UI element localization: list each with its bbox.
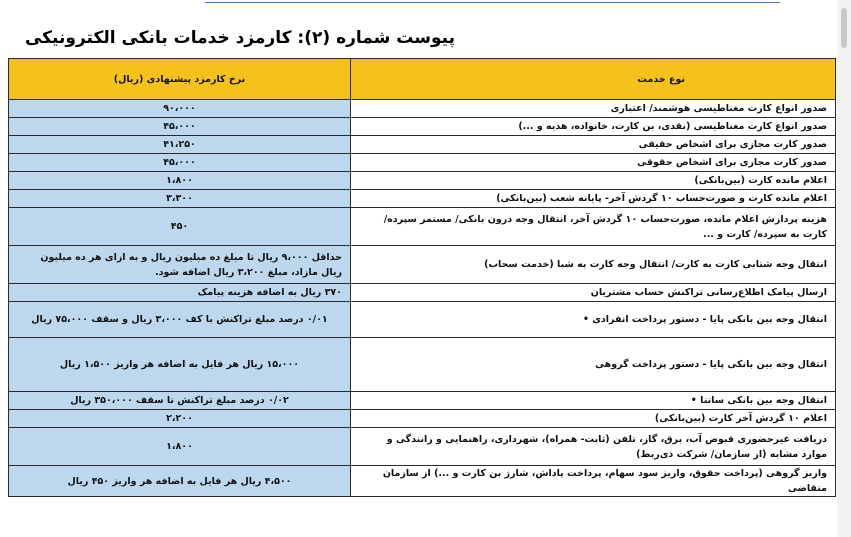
table-row <box>9 190 836 208</box>
fee-cell: حداقل ۹،۰۰۰ ریال تا مبلغ ده میلیون ریال و به ازای هر ده میلیون ریال مازاد، مبلغ ۳،۲۰۰ ریال اضافه شود. <box>9 246 351 284</box>
table-row <box>9 410 836 428</box>
vertical-scrollbar[interactable] <box>837 0 851 537</box>
table-row <box>9 284 836 302</box>
table-row <box>9 428 836 466</box>
table-row <box>9 338 836 392</box>
table-row <box>9 172 836 190</box>
table-row <box>9 466 836 497</box>
service-cell: صدور کارت مجازی برای اشخاص حقیقی <box>351 136 836 154</box>
service-cell: انتقال وجه بین بانکی ساتنا • <box>351 392 836 410</box>
page-title: پیوست شماره (۲): کارمزد خدمات بانکی الکترونیکی <box>24 28 455 48</box>
service-cell: اعلام مانده کارت و صورت‌حساب ۱۰ گردش آخر- پایانه شعب (بین‌بانکی) <box>351 190 836 208</box>
service-cell: صدور انواع کارت مغناطیسی هوشمند/ اعتباری <box>351 100 836 118</box>
table-header-row <box>9 59 836 100</box>
table-row <box>9 246 836 284</box>
table-row <box>9 118 836 136</box>
header-service-type: نوع خدمت <box>351 59 836 100</box>
table-row <box>9 392 836 410</box>
top-divider-line <box>205 2 780 3</box>
fee-cell: ۰/۰۱ درصد مبلغ تراکنش با کف ۳،۰۰۰ ریال و سقف ۷۵،۰۰۰ ریال <box>9 302 351 338</box>
service-cell: انتقال وجه بین بانکی پایا - دستور پرداخت گروهی <box>351 338 836 392</box>
service-cell: دریافت غیرحضوری قبوض آب، برق، گاز، تلفن (ثابت- همراه)، شهرداری، راهنمایی و رانندگی و موارد مشابه (از سازمان/ شرکت ذی‌ربط) <box>351 428 836 466</box>
fee-table <box>8 58 836 497</box>
service-cell: اعلام ۱۰ گردش آخر کارت (بین‌بانکی) <box>351 410 836 428</box>
service-cell: اعلام مانده کارت (بین‌بانکی) <box>351 172 836 190</box>
service-cell: واریز گروهی (پرداخت حقوق، واریز سود سهام، پرداخت پاداش، شارژ بن کارت و ...) از سازمان متقاضی <box>351 466 836 497</box>
fee-cell: ۴۵،۰۰۰ <box>9 154 351 172</box>
fee-cell: ۱،۸۰۰ <box>9 428 351 466</box>
header-fee-rate: نرخ کارمزد پیشنهادی (ریال) <box>9 59 351 100</box>
service-cell: ارسال پیامک اطلاع‌رسانی تراکنش حساب مشتریان <box>351 284 836 302</box>
service-cell: انتقال وجه شتابی کارت به کارت/ انتقال وجه کارت به شبا (خدمت سحاب) <box>351 246 836 284</box>
fee-cell: ۴،۵۰۰ ریال هر فایل به اضافه هر واریز ۴۵۰ ریال <box>9 466 351 497</box>
service-cell: صدور انواع کارت مغناطیسی (نقدی، بن کارت، خانواده، هدیه و ...) <box>351 118 836 136</box>
table-row <box>9 208 836 246</box>
table-row <box>9 136 836 154</box>
fee-cell: ۱،۸۰۰ <box>9 172 351 190</box>
service-cell: انتقال وجه بین بانکی پایا - دستور پرداخت انفرادی • <box>351 302 836 338</box>
table-row <box>9 302 836 338</box>
scrollbar-thumb[interactable] <box>841 8 847 48</box>
table-row <box>9 154 836 172</box>
service-cell: هزینه پردازش اعلام مانده، صورت‌حساب ۱۰ گردش آخر، انتقال وجه درون بانکی/ مستمر سپرده/ کارت به سپرده/ کارت و ... <box>351 208 836 246</box>
fee-cell: ۲،۲۰۰ <box>9 410 351 428</box>
fee-cell: ۳۷۰ ریال به اضافه هزینه پیامک <box>9 284 351 302</box>
table-row <box>9 100 836 118</box>
service-cell: صدور کارت مجازی برای اشخاص حقوقی <box>351 154 836 172</box>
fee-cell: ۴۵۰ <box>9 208 351 246</box>
fee-cell: ۴۵،۰۰۰ <box>9 118 351 136</box>
fee-cell: ۳،۳۰۰ <box>9 190 351 208</box>
fee-cell: ۱۵،۰۰۰ ریال هر فایل به اضافه هر واریز ۱،۵۰۰ ریال <box>9 338 351 392</box>
fee-cell: ۴۱،۲۵۰ <box>9 136 351 154</box>
fee-cell: ۰/۰۲ درصد مبلغ تراکنش تا سقف ۳۵۰،۰۰۰ ریال <box>9 392 351 410</box>
fee-cell: ۹۰،۰۰۰ <box>9 100 351 118</box>
